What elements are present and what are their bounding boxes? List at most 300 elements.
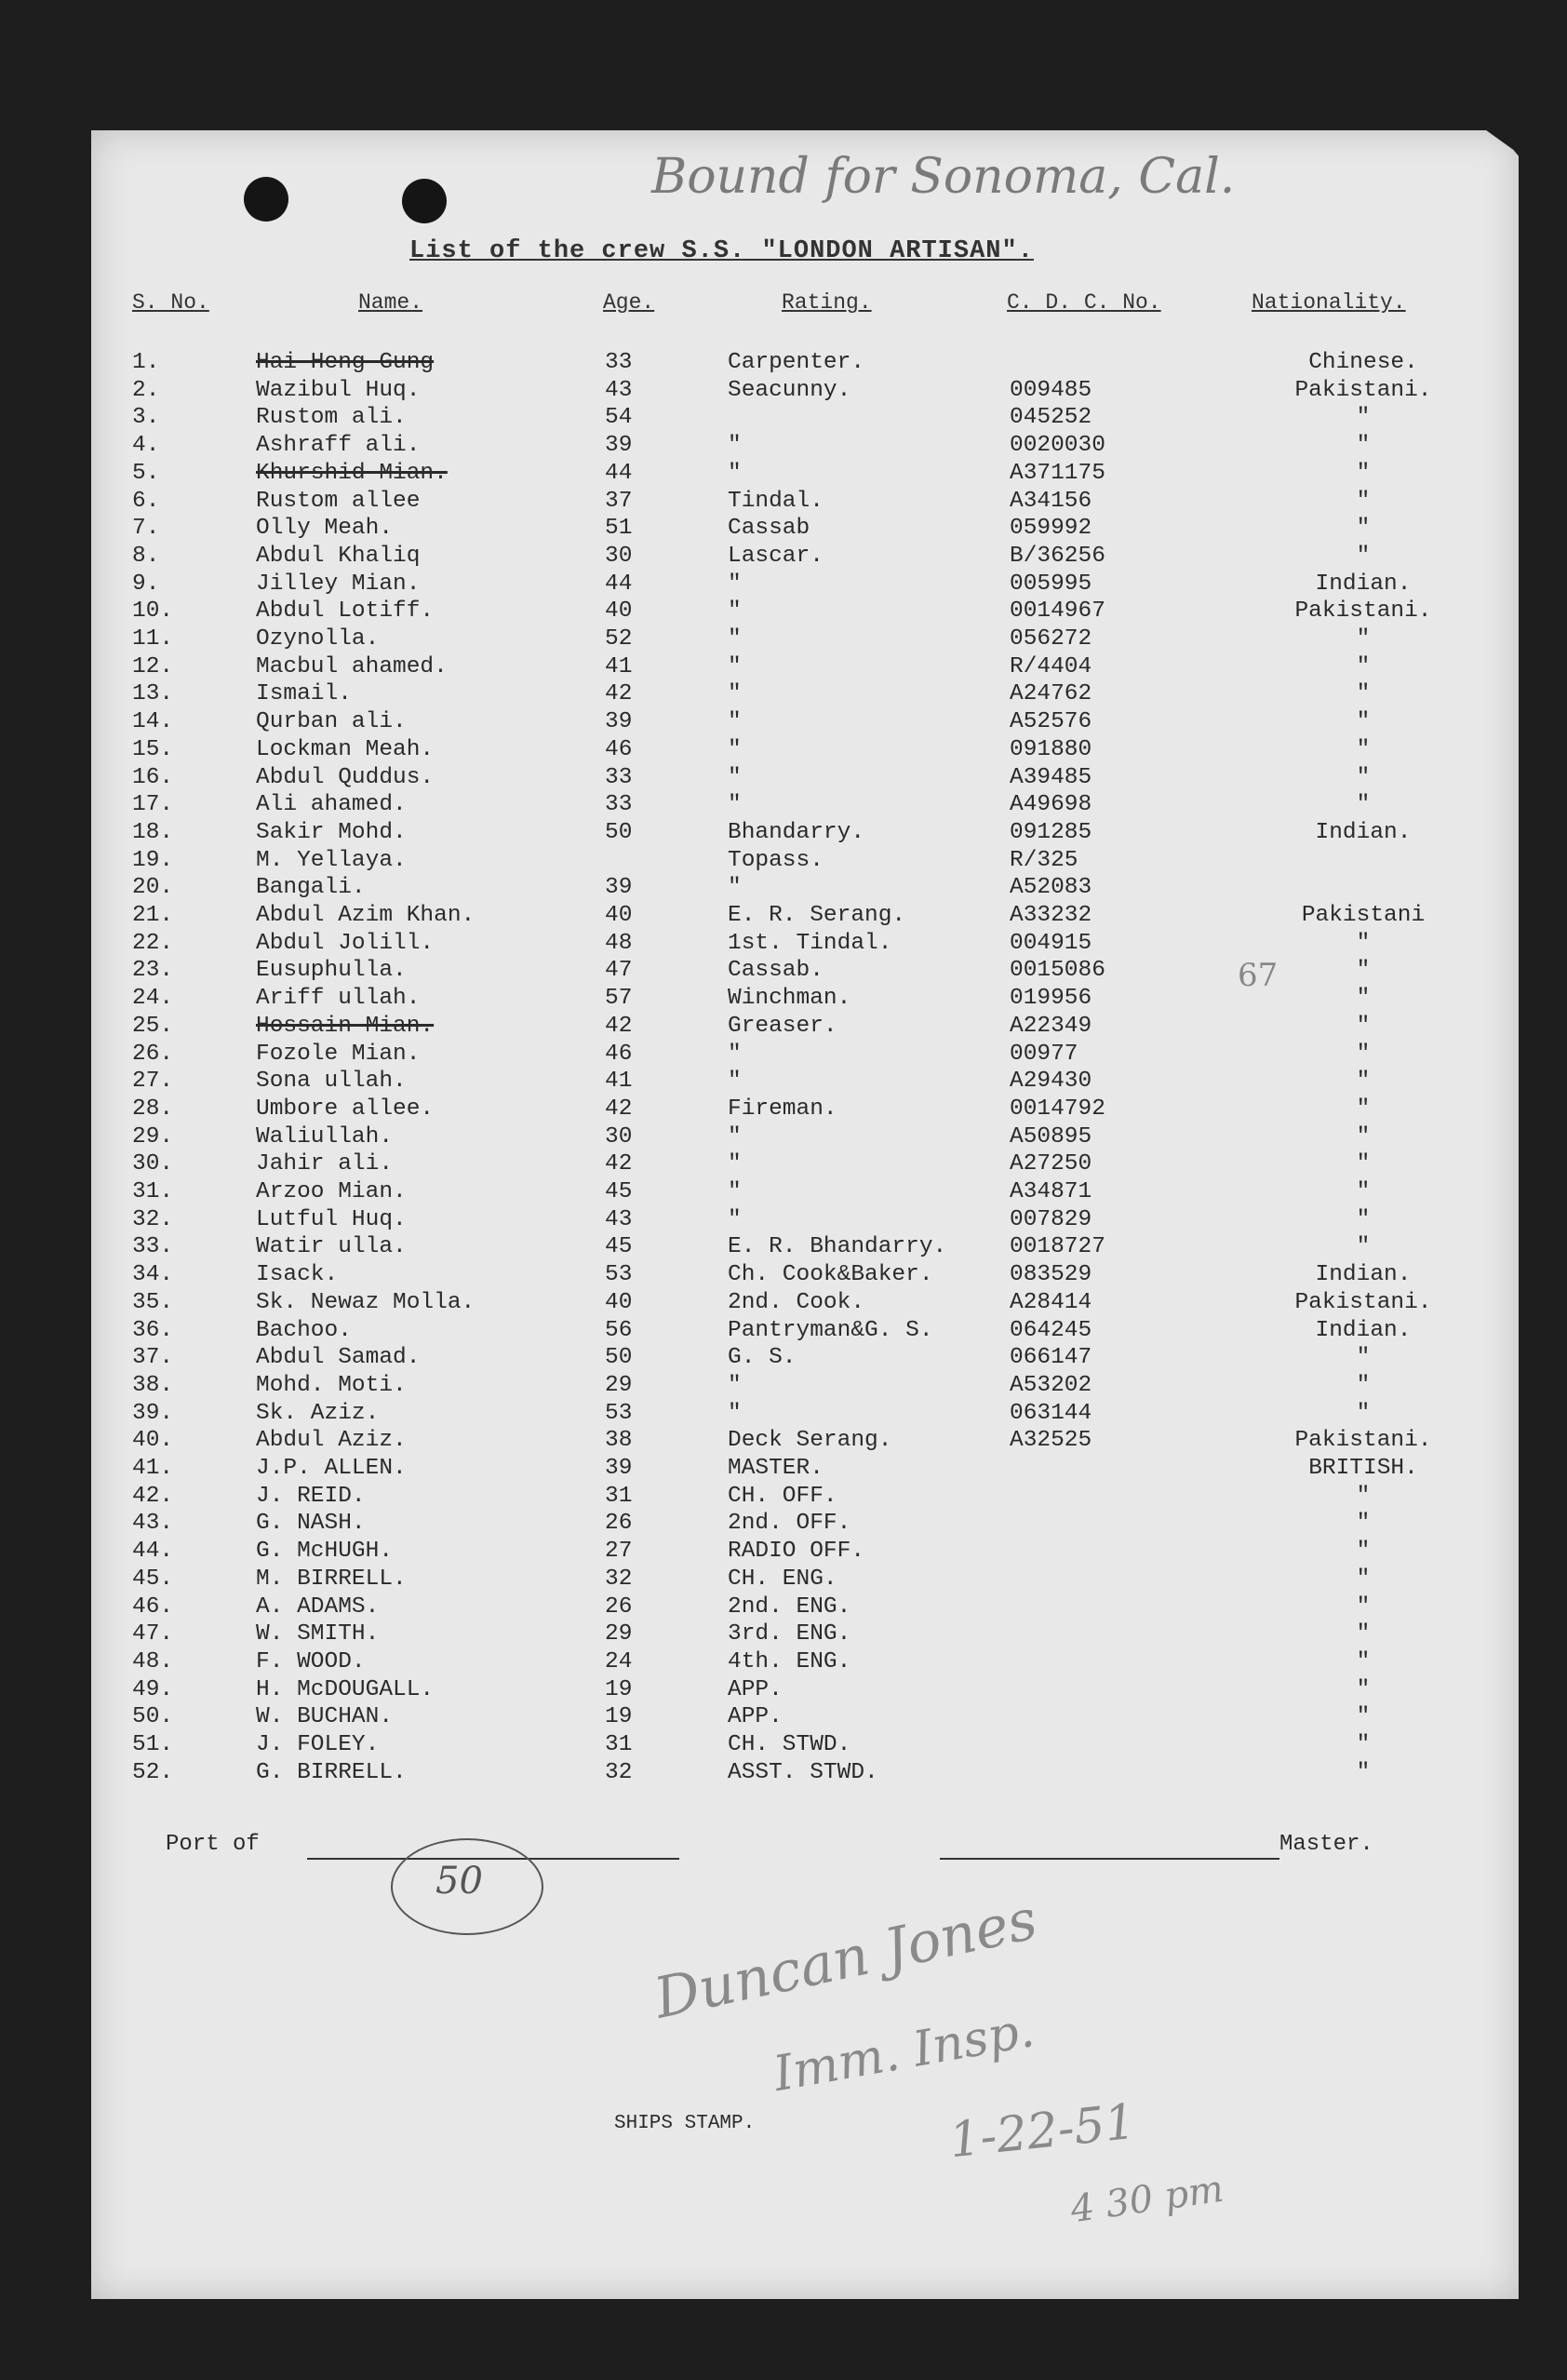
margin-number: 67: [1238, 957, 1279, 994]
table-row: [0, 874, 1567, 902]
row-rating: Topass.: [728, 847, 824, 873]
row-nationality: ": [1356, 709, 1371, 735]
row-age: 24: [605, 1648, 633, 1674]
row-name: Ariff ullah.: [256, 986, 421, 1012]
row-name: G. McHUGH.: [256, 1539, 394, 1565]
row-nationality: ": [1356, 1013, 1371, 1039]
row-nationality: ": [1356, 1069, 1371, 1095]
row-rating: Seacunny.: [728, 377, 851, 403]
inspector-note: Imm. Insp.: [769, 2001, 1038, 2104]
row-sno: 48.: [132, 1648, 174, 1674]
row-rating: ": [728, 1041, 742, 1067]
row-age: 41: [605, 1069, 633, 1095]
row-name: Ismail.: [256, 681, 352, 707]
table-row: [0, 1620, 1567, 1648]
row-name: Abdul Quddus.: [256, 764, 435, 790]
row-rating: ": [728, 1123, 742, 1150]
row-rating: Ch. Cook&Baker.: [728, 1262, 933, 1288]
row-age: 39: [605, 433, 633, 459]
row-age: 29: [605, 1372, 633, 1398]
row-sno: 39.: [132, 1400, 174, 1426]
row-rating: 3rd. ENG.: [728, 1621, 851, 1647]
row-cdc: 063144: [1010, 1400, 1092, 1426]
table-row: [0, 404, 1567, 432]
row-name: W. BUCHAN.: [256, 1704, 394, 1730]
row-cdc: 083529: [1010, 1262, 1092, 1288]
row-sno: 43.: [132, 1511, 174, 1537]
table-row: [0, 598, 1567, 625]
row-sno: 34.: [132, 1262, 174, 1288]
row-sno: 52.: [132, 1759, 174, 1785]
table-row: [0, 764, 1567, 792]
port-label: Port of: [166, 1832, 260, 1857]
row-cdc: 045252: [1010, 405, 1092, 431]
row-name: W. SMITH.: [256, 1621, 380, 1647]
row-sno: 38.: [132, 1372, 174, 1398]
table-row: [0, 1068, 1567, 1096]
row-nationality: Indian.: [1315, 819, 1412, 845]
row-sno: 14.: [132, 709, 174, 735]
row-name: M. BIRRELL.: [256, 1566, 407, 1592]
row-nationality: ": [1356, 1206, 1371, 1232]
row-age: 33: [605, 764, 633, 790]
row-rating: ": [728, 875, 742, 901]
row-nationality: Indian.: [1315, 1262, 1412, 1288]
row-sno: 44.: [132, 1539, 174, 1565]
table-row: [0, 653, 1567, 681]
row-cdc: 005995: [1010, 571, 1092, 597]
row-nationality: ": [1356, 626, 1371, 652]
row-nationality: ": [1356, 1511, 1371, 1537]
row-rating: G. S.: [728, 1345, 797, 1371]
row-nationality: ": [1356, 1041, 1371, 1067]
row-age: 39: [605, 709, 633, 735]
row-sno: 40.: [132, 1428, 174, 1454]
row-name: Lutful Huq.: [256, 1206, 407, 1232]
row-nationality: BRITISH.: [1308, 1456, 1418, 1481]
table-row: [0, 708, 1567, 736]
row-name: Jahir ali.: [256, 1151, 394, 1177]
row-sno: 46.: [132, 1593, 174, 1620]
table-row: [0, 1593, 1567, 1621]
row-name: G. BIRRELL.: [256, 1759, 407, 1785]
row-nationality: ": [1356, 1566, 1371, 1592]
table-row: [0, 1483, 1567, 1511]
row-rating: 1st. Tindal.: [728, 930, 892, 956]
row-nationality: ": [1356, 1732, 1371, 1757]
row-nationality: Indian.: [1315, 1317, 1412, 1343]
row-age: 19: [605, 1676, 633, 1702]
row-nationality: Pakistani.: [1294, 377, 1432, 403]
row-age: 48: [605, 930, 633, 956]
row-nationality: ": [1356, 764, 1371, 790]
row-rating: Cassab.: [728, 958, 824, 984]
row-age: 41: [605, 653, 633, 679]
row-sno: 2.: [132, 377, 160, 403]
row-name: Watir ulla.: [256, 1234, 407, 1260]
row-sno: 33.: [132, 1234, 174, 1260]
row-sno: 47.: [132, 1621, 174, 1647]
table-row: [0, 488, 1567, 516]
row-sno: 49.: [132, 1676, 174, 1702]
row-name: Wazibul Huq.: [256, 377, 421, 403]
row-sno: 31.: [132, 1179, 174, 1204]
row-sno: 13.: [132, 681, 174, 707]
row-cdc: A49698: [1010, 792, 1092, 818]
row-sno: 16.: [132, 764, 174, 790]
row-nationality: ": [1356, 1123, 1371, 1150]
row-sno: 18.: [132, 819, 174, 845]
row-cdc: A32525: [1010, 1428, 1092, 1454]
table-row: [0, 1648, 1567, 1676]
row-age: 42: [605, 1013, 633, 1039]
row-cdc: 019956: [1010, 986, 1092, 1012]
row-age: 46: [605, 1041, 633, 1067]
row-nationality: Chinese.: [1308, 350, 1418, 375]
row-age: 30: [605, 1123, 633, 1150]
row-sno: 3.: [132, 405, 160, 431]
row-sno: 6.: [132, 488, 160, 514]
row-nationality: Pakistani.: [1294, 1428, 1432, 1454]
row-cdc: A22349: [1010, 1013, 1092, 1039]
table-row: [0, 1400, 1567, 1428]
table-row: [0, 1510, 1567, 1538]
table-row: [0, 1759, 1567, 1787]
row-cdc: 0018727: [1010, 1234, 1105, 1260]
row-nationality: ": [1356, 1372, 1371, 1398]
handwritten-heading: Bound for Sonoma, Cal.: [651, 149, 1236, 205]
row-cdc: R/325: [1010, 847, 1078, 873]
row-nationality: ": [1356, 681, 1371, 707]
row-nationality: ": [1356, 1621, 1371, 1647]
row-age: 45: [605, 1179, 633, 1204]
row-rating: APP.: [728, 1676, 783, 1702]
row-name: Hossain Mian.: [256, 1013, 435, 1039]
row-name: Jilley Mian.: [256, 571, 421, 597]
row-age: 46: [605, 736, 633, 762]
row-sno: 37.: [132, 1345, 174, 1371]
row-cdc: 007829: [1010, 1206, 1092, 1232]
row-name: Khurshid Mian.: [256, 460, 448, 486]
row-cdc: 0014967: [1010, 598, 1105, 625]
row-name: Abdul Samad.: [256, 1345, 421, 1371]
row-name: G. NASH.: [256, 1511, 366, 1537]
row-cdc: 066147: [1010, 1345, 1092, 1371]
row-cdc: A34156: [1010, 488, 1092, 514]
row-age: 54: [605, 405, 633, 431]
row-name: Abdul Lotiff.: [256, 598, 435, 625]
table-row: [0, 1455, 1567, 1483]
row-cdc: A28414: [1010, 1289, 1092, 1315]
row-sno: 21.: [132, 903, 174, 928]
row-rating: ": [728, 1151, 742, 1177]
row-rating: Pantryman&G. S.: [728, 1317, 933, 1343]
row-age: 56: [605, 1317, 633, 1343]
row-nationality: ": [1356, 460, 1371, 486]
row-age: 47: [605, 958, 633, 984]
table-row: [0, 1123, 1567, 1151]
row-age: 26: [605, 1593, 633, 1620]
row-cdc: A27250: [1010, 1151, 1092, 1177]
row-name: Lockman Meah.: [256, 736, 435, 762]
row-cdc: 00977: [1010, 1041, 1078, 1067]
row-sno: 50.: [132, 1704, 174, 1730]
table-row: [0, 957, 1567, 985]
row-rating: 4th. ENG.: [728, 1648, 851, 1674]
row-name: Rustom ali.: [256, 405, 407, 431]
table-row: [0, 1150, 1567, 1178]
row-cdc: A52576: [1010, 709, 1092, 735]
table-row: [0, 930, 1567, 958]
row-name: Ozynolla.: [256, 626, 380, 652]
table-row: [0, 819, 1567, 847]
row-rating: 2nd. Cook.: [728, 1289, 865, 1315]
table-row: [0, 571, 1567, 598]
table-row: [0, 1427, 1567, 1455]
row-nationality: ": [1356, 1096, 1371, 1122]
time-note: 4 30 pm: [1067, 2167, 1226, 2232]
row-rating: ": [728, 764, 742, 790]
row-rating: ": [728, 736, 742, 762]
header-name: Name.: [358, 290, 423, 315]
row-name: Arzoo Mian.: [256, 1179, 407, 1204]
table-row: [0, 902, 1567, 930]
table-row: [0, 1013, 1567, 1041]
row-name: F. WOOD.: [256, 1648, 366, 1674]
row-sno: 35.: [132, 1289, 174, 1315]
row-rating: Fireman.: [728, 1096, 837, 1122]
row-name: Eusuphulla.: [256, 958, 407, 984]
table-row: [0, 1289, 1567, 1317]
table-row: [0, 515, 1567, 543]
table-row: [0, 791, 1567, 819]
row-age: 42: [605, 1151, 633, 1177]
table-row: [0, 985, 1567, 1013]
row-sno: 26.: [132, 1041, 174, 1067]
row-age: 29: [605, 1621, 633, 1647]
row-cdc: 056272: [1010, 626, 1092, 652]
row-age: 32: [605, 1566, 633, 1592]
row-age: 32: [605, 1759, 633, 1785]
ships-stamp-label: SHIPS STAMP.: [614, 2113, 756, 2134]
row-nationality: ": [1356, 1179, 1371, 1204]
row-cdc: 064245: [1010, 1317, 1092, 1343]
row-rating: MASTER.: [728, 1456, 824, 1481]
row-cdc: 0014792: [1010, 1096, 1105, 1122]
row-nationality: ": [1356, 1593, 1371, 1620]
row-name: Bachoo.: [256, 1317, 352, 1343]
row-name: Macbul ahamed.: [256, 653, 448, 679]
row-age: 50: [605, 1345, 633, 1371]
table-row: [0, 377, 1567, 405]
table-row: [0, 1096, 1567, 1123]
row-name: Mohd. Moti.: [256, 1372, 407, 1398]
row-rating: CH. OFF.: [728, 1483, 837, 1509]
row-age: 30: [605, 543, 633, 569]
row-name: H. McDOUGALL.: [256, 1676, 435, 1702]
row-rating: ": [728, 1069, 742, 1095]
header-nationality: Nationality.: [1252, 290, 1406, 315]
row-rating: CH. ENG.: [728, 1566, 837, 1592]
row-nationality: ": [1356, 986, 1371, 1012]
header-age: Age.: [603, 290, 655, 315]
row-name: J. FOLEY.: [256, 1732, 380, 1757]
row-nationality: ": [1356, 488, 1371, 514]
table-row: [0, 1344, 1567, 1372]
row-age: 51: [605, 516, 633, 542]
row-name: Sona ullah.: [256, 1069, 407, 1095]
row-cdc: 091285: [1010, 819, 1092, 845]
table-row: [0, 1233, 1567, 1261]
row-rating: ": [728, 1372, 742, 1398]
row-age: 39: [605, 1456, 633, 1481]
row-nationality: Indian.: [1315, 571, 1412, 597]
row-age: 31: [605, 1732, 633, 1757]
row-sno: 9.: [132, 571, 160, 597]
row-age: 53: [605, 1262, 633, 1288]
row-age: 40: [605, 903, 633, 928]
punch-hole-1: [244, 177, 288, 222]
row-cdc: A29430: [1010, 1069, 1092, 1095]
row-name: Abdul Aziz.: [256, 1428, 407, 1454]
punch-hole-2: [402, 179, 447, 223]
row-name: Rustom allee: [256, 488, 421, 514]
row-nationality: ": [1356, 958, 1371, 984]
row-nationality: ": [1356, 930, 1371, 956]
row-sno: 1.: [132, 350, 160, 375]
row-nationality: ": [1356, 1704, 1371, 1730]
row-name: J.P. ALLEN.: [256, 1456, 407, 1481]
row-cdc: 059992: [1010, 516, 1092, 542]
row-cdc: 091880: [1010, 736, 1092, 762]
row-cdc: A371175: [1010, 460, 1105, 486]
table-row: [0, 1676, 1567, 1704]
row-sno: 7.: [132, 516, 160, 542]
table-row: [0, 625, 1567, 653]
row-age: 19: [605, 1704, 633, 1730]
table-row: [0, 1041, 1567, 1069]
row-sno: 41.: [132, 1456, 174, 1481]
row-rating: ": [728, 709, 742, 735]
row-sno: 12.: [132, 653, 174, 679]
row-nationality: ": [1356, 1759, 1371, 1785]
row-age: 44: [605, 460, 633, 486]
row-nationality: ": [1356, 433, 1371, 459]
table-row: [0, 349, 1567, 377]
signature: Duncan Jones: [649, 1887, 1043, 2032]
row-rating: APP.: [728, 1704, 783, 1730]
row-sno: 30.: [132, 1151, 174, 1177]
row-age: 38: [605, 1428, 633, 1454]
row-sno: 19.: [132, 847, 174, 873]
master-line: [940, 1858, 1279, 1860]
row-sno: 17.: [132, 792, 174, 818]
row-name: Umbore allee.: [256, 1096, 435, 1122]
row-rating: ": [728, 653, 742, 679]
row-rating: ": [728, 681, 742, 707]
table-row: [0, 1178, 1567, 1206]
row-sno: 8.: [132, 543, 160, 569]
row-rating: RADIO OFF.: [728, 1539, 865, 1565]
table-row: [0, 1317, 1567, 1345]
row-age: 40: [605, 598, 633, 625]
row-nationality: ": [1356, 1539, 1371, 1565]
row-name: Sk. Aziz.: [256, 1400, 380, 1426]
row-name: Ashraff ali.: [256, 433, 421, 459]
row-nationality: ": [1356, 543, 1371, 569]
row-age: 43: [605, 377, 633, 403]
row-sno: 25.: [132, 1013, 174, 1039]
row-rating: ": [728, 433, 742, 459]
row-rating: E. R. Bhandarry.: [728, 1234, 947, 1260]
row-sno: 42.: [132, 1483, 174, 1509]
table-row: [0, 543, 1567, 571]
row-name: Abdul Khaliq: [256, 543, 421, 569]
row-name: J. REID.: [256, 1483, 366, 1509]
date-note: 1-22-51: [946, 2093, 1139, 2170]
table-row: [0, 1703, 1567, 1731]
row-name: Olly Meah.: [256, 516, 394, 542]
row-rating: ": [728, 571, 742, 597]
table-row: [0, 1206, 1567, 1234]
row-name: Abdul Azim Khan.: [256, 903, 475, 928]
table-row: [0, 680, 1567, 708]
row-rating: Tindal.: [728, 488, 824, 514]
row-rating: Winchman.: [728, 986, 851, 1012]
row-age: 37: [605, 488, 633, 514]
row-rating: ": [728, 1206, 742, 1232]
row-rating: Lascar.: [728, 543, 824, 569]
row-sno: 32.: [132, 1206, 174, 1232]
row-rating: Bhandarry.: [728, 819, 865, 845]
row-age: 33: [605, 792, 633, 818]
row-nationality: Pakistani.: [1294, 598, 1432, 625]
row-age: 39: [605, 875, 633, 901]
row-sno: 27.: [132, 1069, 174, 1095]
table-row: [0, 847, 1567, 875]
row-age: 53: [605, 1400, 633, 1426]
row-name: Bangali.: [256, 875, 366, 901]
table-row: [0, 1372, 1567, 1400]
row-sno: 24.: [132, 986, 174, 1012]
row-sno: 22.: [132, 930, 174, 956]
row-rating: ": [728, 460, 742, 486]
row-nationality: ": [1356, 1483, 1371, 1509]
row-cdc: R/4404: [1010, 653, 1092, 679]
table-row: [0, 460, 1567, 488]
row-age: 44: [605, 571, 633, 597]
row-age: 42: [605, 681, 633, 707]
row-name: Sakir Mohd.: [256, 819, 407, 845]
row-rating: E. R. Serang.: [728, 903, 906, 928]
row-rating: ": [728, 792, 742, 818]
row-sno: 4.: [132, 433, 160, 459]
row-name: A. ADAMS.: [256, 1593, 380, 1620]
row-sno: 45.: [132, 1566, 174, 1592]
row-name: M. Yellaya.: [256, 847, 407, 873]
row-name: Abdul Jolill.: [256, 930, 435, 956]
row-sno: 29.: [132, 1123, 174, 1150]
row-rating: ": [728, 1400, 742, 1426]
row-sno: 23.: [132, 958, 174, 984]
row-nationality: ": [1356, 1151, 1371, 1177]
row-sno: 15.: [132, 736, 174, 762]
row-rating: ASST. STWD.: [728, 1759, 878, 1785]
row-nationality: ": [1356, 1400, 1371, 1426]
row-age: 27: [605, 1539, 633, 1565]
row-age: 42: [605, 1096, 633, 1122]
row-cdc: A24762: [1010, 681, 1092, 707]
